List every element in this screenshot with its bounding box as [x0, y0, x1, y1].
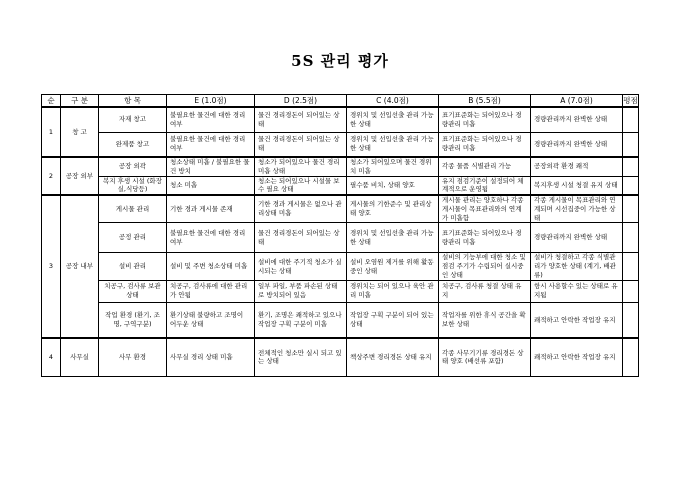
score-cell[interactable]	[623, 302, 639, 338]
group-number: 1	[42, 107, 61, 157]
score-cell[interactable]	[623, 176, 639, 195]
grade-b-criteria: 작업자를 위한 휴식 공간을 확보한 상태	[439, 302, 531, 338]
score-cell[interactable]	[623, 195, 639, 223]
grade-a-criteria: 각종 게시물이 목표관리와 연계되며 시선집중이 가능한 상태	[531, 195, 623, 223]
header-grade-d: D (2.5점)	[255, 95, 347, 108]
header-grade-e: E (1.0점)	[167, 95, 255, 108]
score-cell[interactable]	[623, 338, 639, 376]
grade-d-criteria: 기한 경과 게시물은 없으나 관리상태 미흡	[255, 195, 347, 223]
grade-b-criteria: 설비의 기능부에 대한 청소 및 점검 주기가 수립되어 실시중인 상태	[439, 253, 531, 280]
header-category: 구 분	[61, 95, 99, 108]
header-no: 순	[42, 95, 61, 108]
grade-b-criteria: 게시물 관리는 양호하나 각종 게시물이 목표관리와의 연계가 미흡함	[439, 195, 531, 223]
grade-b-criteria: 표기표준화는 되어있으나 경량관리 미흡	[439, 107, 531, 132]
table-row	[42, 157, 639, 176]
group-number: 2	[42, 157, 61, 195]
grade-d-criteria: 청소가 되어있으나 물건 경리 미흡 상태	[255, 157, 347, 176]
grade-e-criteria: 사무실 경리 상태 미흡	[167, 338, 255, 376]
grade-b-criteria: 각종 물품 식별관리 가능	[439, 157, 531, 176]
grade-d-criteria: 전체적인 청소만 실시 되고 있는 상태	[255, 338, 347, 376]
item-name: 작업 환경 (환기, 조명, 구역구분)	[99, 302, 167, 338]
group-number: 3	[42, 195, 61, 338]
table-row	[42, 280, 639, 302]
grade-e-criteria: 청소 미흡	[167, 176, 255, 195]
grade-e-criteria: 설비 및 주변 청소상태 미흡	[167, 253, 255, 280]
header-score: 평점	[623, 96, 638, 105]
grade-d-criteria: 물건 경리경돈이 되어있는 상태	[255, 107, 347, 132]
grade-c-criteria: 경위치 및 선입선출 관리 가능한 상태	[347, 132, 439, 157]
header-grade-a: A (7.0점)	[531, 95, 623, 108]
grade-a-criteria: 항시 사용할수 있는 상태로 유지됨	[531, 280, 623, 302]
grade-b-criteria: 표기표준화는 되어있으나 경량관리 미흡	[439, 223, 531, 253]
grade-c-criteria: 설비 오염원 제거를 위해 활동중인 상태	[347, 253, 439, 280]
grade-e-criteria: 불필요한 물건에 대한 경리 여부	[167, 107, 255, 132]
item-name: 사무 환경	[99, 338, 167, 376]
grade-c-criteria: 게시물의 기한준수 및 관리상태 양호	[347, 195, 439, 223]
grade-b-criteria: 유지 점검기준이 설정되어 체계적으로 운영됨	[439, 176, 531, 195]
page-title: 5S 관리 평가	[291, 52, 389, 70]
evaluation-table	[41, 94, 639, 377]
grade-a-criteria: 경량관리까지 완벽한 상태	[531, 223, 623, 253]
grade-a-criteria: 경량관리까지 완벽한 상태	[531, 132, 623, 157]
grade-e-criteria: 청소상태 미흡 / 불필요한 물건 방치	[167, 157, 255, 176]
grade-a-criteria: 설비가 청결하고 각종 식별관리가 양호한 상태 (계기, 배관류)	[531, 253, 623, 280]
grade-a-criteria: 쾌적하고 안락한 작업장 유지	[531, 302, 623, 338]
table-row	[42, 132, 639, 157]
grade-b-criteria: 표기표준화는 되어있으나 경량관리 미흡	[439, 132, 531, 157]
grade-e-criteria: 불필요한 물건에 대한 경리 여부	[167, 132, 255, 157]
group-category: 사무실	[61, 338, 99, 376]
grade-d-criteria: 환기, 조명은 쾌적하고 있으나 작업장 구획 구분이 미흡	[255, 302, 347, 338]
score-cell[interactable]	[623, 157, 639, 176]
table-row	[42, 302, 639, 338]
grade-a-criteria: 쾌적하고 안락한 작업장 유지	[531, 338, 623, 376]
score-cell[interactable]	[623, 253, 639, 280]
item-name: 자재 창고	[99, 107, 167, 132]
grade-d-criteria: 물건 경리경돈이 되어있는 상태	[255, 223, 347, 253]
grade-c-criteria: 작업장 구획 구분이 되어 있는 상태	[347, 302, 439, 338]
item-name: 복지 후생 시설 (화장실,식당등)	[99, 176, 167, 195]
item-name: 완제품 창고	[99, 132, 167, 157]
table-row	[42, 176, 639, 195]
grade-c-criteria: 경위치 및 선입선출 관리 가능한 상태	[347, 107, 439, 132]
header-grade-c: C (4.0점)	[347, 95, 439, 108]
grade-e-criteria: 불필요한 물건에 대한 경리 여부	[167, 223, 255, 253]
table-row	[42, 253, 639, 280]
group-number: 4	[42, 338, 61, 376]
grade-c-criteria: 책상주변 경리경돈 상태 유지	[347, 338, 439, 376]
item-name: 게시물 관리	[99, 195, 167, 223]
grade-e-criteria: 환기상태 불량하고 조명이 어두운 상태	[167, 302, 255, 338]
group-category: 공장 내부	[61, 195, 99, 338]
grade-d-criteria: 설비에 대한 주기적 청소가 실시되는 상태	[255, 253, 347, 280]
score-cell[interactable]	[623, 280, 639, 302]
item-name: 공장 외곽	[99, 157, 167, 176]
grade-e-criteria: 기한 경과 게시물 존재	[167, 195, 255, 223]
grade-b-criteria: 각종 사무기기류 경리경돈 상태 양호 (배선류 포함)	[439, 338, 531, 376]
grade-a-criteria: 복지후생 시설 청결 유지 상태	[531, 176, 623, 195]
item-name: 공정 관리	[99, 223, 167, 253]
score-cell[interactable]	[623, 223, 639, 253]
grade-c-criteria: 경위치 및 선입선출 관리 가능한 상태	[347, 223, 439, 253]
table-row	[42, 338, 639, 376]
grade-d-criteria: 일부 파일, 부품 파손된 상태로 방치되어 있음	[255, 280, 347, 302]
table-row	[42, 223, 639, 253]
score-cell[interactable]	[623, 107, 639, 132]
header-grade-b: B (5.5점)	[439, 95, 531, 108]
grade-c-criteria: 청소가 되어있으며 물건 경위치 미흡	[347, 157, 439, 176]
grade-d-criteria: 물건 경리경돈이 되어있는 상태	[255, 132, 347, 157]
header-row	[42, 95, 639, 108]
grade-a-criteria: 경량관리까지 완벽한 상태	[531, 107, 623, 132]
table-row	[42, 195, 639, 223]
table-row	[42, 107, 639, 132]
grade-d-criteria: 청소는 되어있으나 시설물 보수 필요 상태	[255, 176, 347, 195]
group-category: 창 고	[61, 107, 99, 157]
item-name: 설비 관리	[99, 253, 167, 280]
grade-b-criteria: 치공구, 검사류 청결 상태 유지	[439, 280, 531, 302]
grade-c-criteria: 경위치는 되어 있으나 육안 관리 미흡	[347, 280, 439, 302]
score-cell[interactable]	[623, 132, 639, 157]
grade-c-criteria: 필수품 비치, 상태 양호	[347, 176, 439, 195]
grade-a-criteria: 공장외곽 환경 쾌적	[531, 157, 623, 176]
group-category: 공장 외부	[61, 157, 99, 195]
grade-e-criteria: 치공구, 검사류에 대한 관리가 안됨	[167, 280, 255, 302]
header-item: 항 목	[99, 95, 167, 108]
item-name: 치공구, 검사류 보관 상태	[99, 280, 167, 302]
